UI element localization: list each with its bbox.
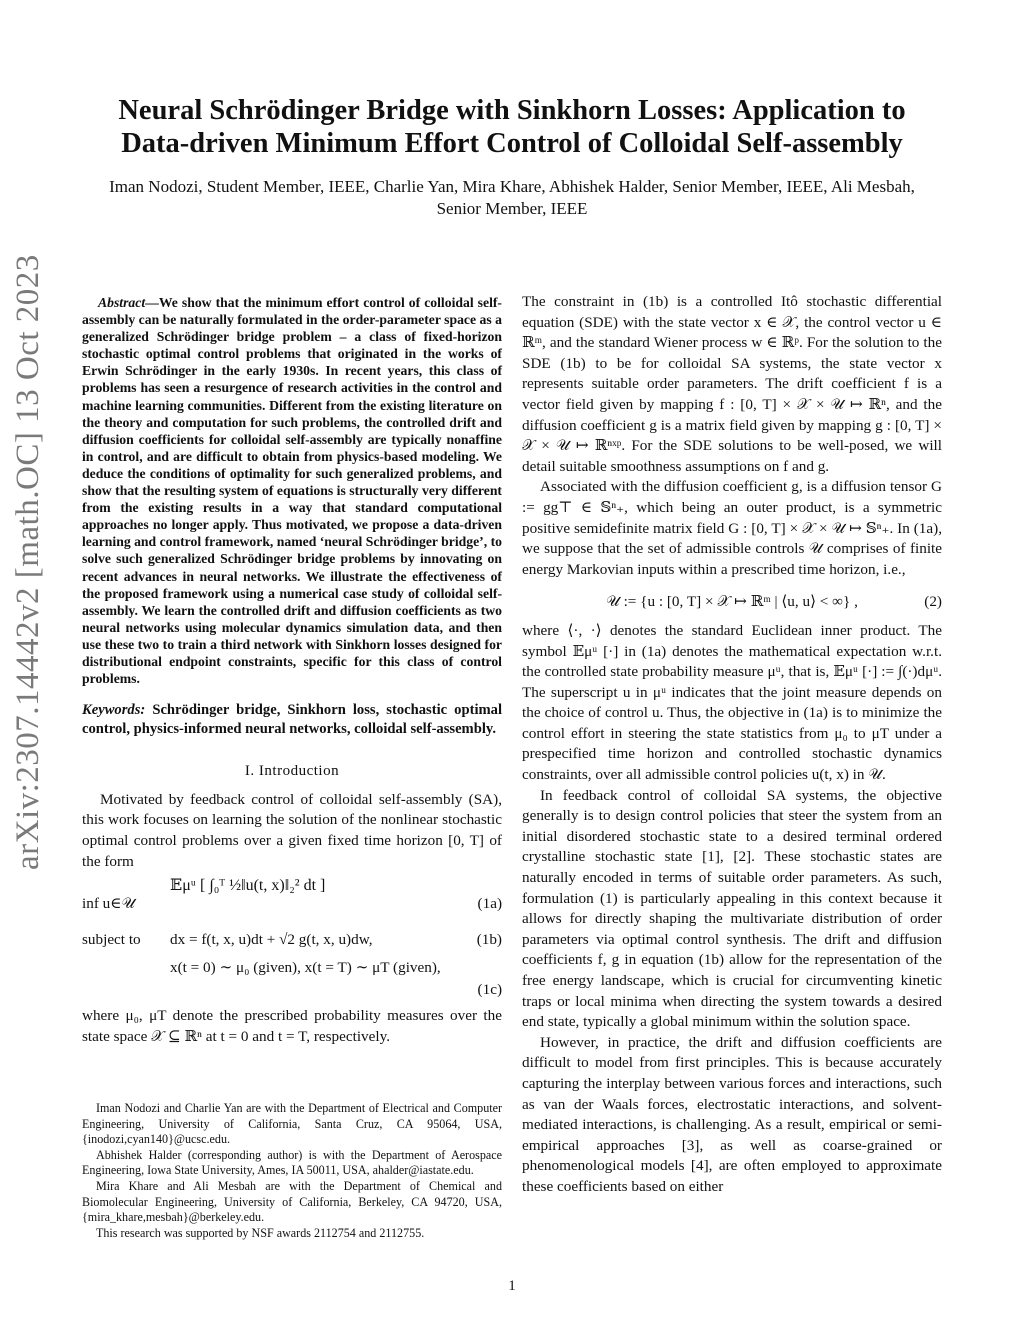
footnote-affiliation-3: Mira Khare and Ali Mesbah are with the Department of Chemical and Biomolecular Engineering, University of California, Berkeley, CA 94720, USA, {mira_khare,mesbah}@berkeley.edu.: [82, 1178, 502, 1225]
equation-1b: [82, 930, 502, 954]
equation-2: [522, 592, 942, 613]
right-paragraph-2: Associated with the diffusion coefficient g, is a diffusion tensor G := gg⊤ ∈ 𝕊ⁿ₊, which being an outer product, is a symmetric positive semidefinite matrix field G : [0, T] × 𝒳 × 𝒰 ↦ 𝕊ⁿ₊. In (1a), we suppose that the set of admissible controls 𝒰 comprises of finite energy Markovian inputs within a prescribed time horizon, i.e.,: [522, 478, 942, 578]
equation-1b-lhs: subject to: [82, 931, 141, 949]
equation-1c-number: (1c): [477, 981, 502, 999]
keywords-text: Schrödinger bridge, Sinkhorn loss, stochastic optimal control, physics-informed neural networks, colloidal self-assembly.: [82, 702, 503, 738]
keywords-label: Keywords:: [82, 702, 146, 719]
equation-1b-number: (1b): [476, 931, 502, 949]
equation-1b-body: dx = f(t, x, u)dt + √2 g(t, x, u)dw,: [170, 931, 373, 949]
author-list: Iman Nodozi, Student Member, IEEE, Charlie Yan, Mira Khare, Abhishek Halder, Senior Member, IEEE, Ali Mesbah, Senior Member, IEEE: [109, 177, 915, 218]
keywords: [82, 701, 502, 739]
right-paragraph-3: where ⟨·, ·⟩ denotes the standard Euclidean inner product. The symbol 𝔼μᵘ [·] in (1a) denotes the mathematical expectation w.r.t. the controlled state probability measure μᵘ, that is, 𝔼μᵘ [·] := ∫(·)dμᵘ. The superscript u in μᵘ indicates that the joint measure depends on the choice of control u. Thus, the objective in (1a) is to minimize the control effort in steering the state statistics from μ₀ to μT under a prespecified time horizon and controlled stochastic dynamics constraints, over all admissible control policies u(t, x) in 𝒰.: [522, 621, 942, 784]
equation-1a-body: 𝔼μᵘ [ ∫₀ᵀ ½‖u(t, x)‖₂² dt ]: [170, 877, 326, 895]
right-paragraph-1: The constraint in (1b) is a controlled Itô stochastic differential equation (SDE) with the state vector x ∈ 𝒳, the control vector u ∈ ℝᵐ, and the standard Wiener process w ∈ ℝᵖ. For the solution to the SDE (1b) to be for colloidal SA systems, the state vector x represents suitable order parameters. The drift coefficient f is a vector field given by mapping f : [0, T] × 𝒳 × 𝒰 ↦ ℝⁿ, and the diffusion coefficient g is a matrix field given by mapping g : [0, T] × 𝒳 × 𝒰 ↦ ℝⁿˣᵖ. For the SDE solutions to be well-posed, we will detail suitable smoothness assumptions on f and g.: [522, 293, 942, 475]
equation-1c-body: x(t = 0) ∼ μ₀ (given), x(t = T) ∼ μT (given),: [170, 959, 441, 977]
equation-2-number: (2): [924, 593, 942, 611]
left-column: [82, 294, 502, 1047]
equation-1a-number: (1a): [477, 895, 502, 913]
section-heading: I. Introduction: [244, 763, 340, 780]
footnotes: [82, 1101, 502, 1241]
right-paragraph-4: In feedback control of colloidal SA systems, the objective generally is to design control policies that steer the system from an initial disordered stochastic state to a desired terminal ordered crystalline stochastic state [1], [2]. These stochastic states are naturally encoded in terms of suitable order parameters. As such, formulation (1) is particularly appealing in this context because it allows for directly shaping the multivariate distribution of order parameters via optimal control synthesis. The drift and diffusion coefficients f, g in equation (1b) allow for the representation of the free energy landscape, which is crucial for circumventing kinetic traps or local minima when directing the system towards a desired end state, typically a global minimum within the solution space.: [522, 786, 942, 1031]
equation-2-body: 𝒰 := {u : [0, T] × 𝒳 ↦ ℝᵐ | ⟨u, u⟩ < ∞} ,: [606, 593, 858, 611]
equation-1a-lhs: inf u∈𝒰: [82, 895, 136, 913]
arxiv-identifier: arXiv:2307.14442v2 [math.OC] 13 Oct 2023: [10, 254, 46, 870]
footnote-affiliation-1: Iman Nodozi and Charlie Yan are with the Department of Electrical and Computer Engineering, University of California, Santa Cruz, CA 95064, USA, {inodozi,cyan140}@ucsc.edu.: [82, 1101, 502, 1147]
equation-1c: [82, 958, 502, 1002]
intro-paragraph-1: Motivated by feedback control of colloidal self-assembly (SA), this work focuses on learning the solution of the nonlinear stochastic optimal control problems over a given fixed time horizon [0, T] of the form: [82, 790, 502, 870]
page-number: 1: [508, 1278, 516, 1294]
abstract-label: Abstract: [98, 295, 146, 310]
paper-title: Neural Schrödinger Bridge with Sinkhorn Losses: Application to Data-driven Minimum Effort Control of Colloidal Self-assembly: [118, 95, 906, 159]
intro-paragraph-2: where μ₀, μT denote the prescribed probability measures over the state space 𝒳 ⊆ ℝⁿ at t = 0 and t = T, respectively.: [82, 1007, 502, 1045]
right-column: [522, 292, 942, 1198]
abstract-text: —We show that the minimum effort control of colloidal self-assembly can be naturally formulated in the order-parameter space as a generalized Schrödinger bridge problem – a class of fixed-horizon stochastic optimal control problems that originated in the works of Erwin Schrödinger in the early 1930s. In recent years, this class of problems has seen a resurgence of research activities in the control and machine learning communities. Different from the existing literature on the theory and computation for such problems, the controlled drift and diffusion coefficients for colloidal self-assembly are typically nonaffine in control, and are difficult to obtain from physics-based modeling. We deduce the conditions of optimality for such generalized problems, and show that the resulting system of equations is structurally very different from the existing results in a way that standard computational approaches no longer apply. Thus motivated, we propose a data-driven learning and control framework, named ‘neural Schrödinger bridge’, to solve such generalized Schrödinger bridge problems by innovating on recent advances in neural networks. We illustrate the effectiveness of the proposed framework using a numerical case study of colloidal self-assembly. We learn the controlled drift and diffusion coefficients as two neural networks using molecular dynamics simulation data, and then use these two to train a third network with Sinkhorn losses designed for distributional endpoint constraints, specific for this class of control problems.: [82, 295, 502, 687]
footnote-funding: This research was supported by NSF awards 2112754 and 2112755.: [96, 1225, 425, 1240]
abstract: [82, 294, 502, 687]
equation-1a: [82, 876, 502, 926]
footnote-affiliation-2: Abhishek Halder (corresponding author) is with the Department of Aerospace Engineering, Iowa State University, Ames, IA 50011, USA, ahalder@iastate.edu.: [82, 1147, 502, 1178]
right-paragraph-5: However, in practice, the drift and diffusion coefficients are difficult to model from first principles. This is because accurately capturing the interplay between various forces and interactions, such as van der Waals forces, electrostatic interactions, and solvent-mediated interactions, is challenging. As a result, empirical or semi-empirical approaches [3], as well as coarse-grained or phenomenological models [4], are often employed to approximate these coefficients based on either: [522, 1033, 942, 1195]
